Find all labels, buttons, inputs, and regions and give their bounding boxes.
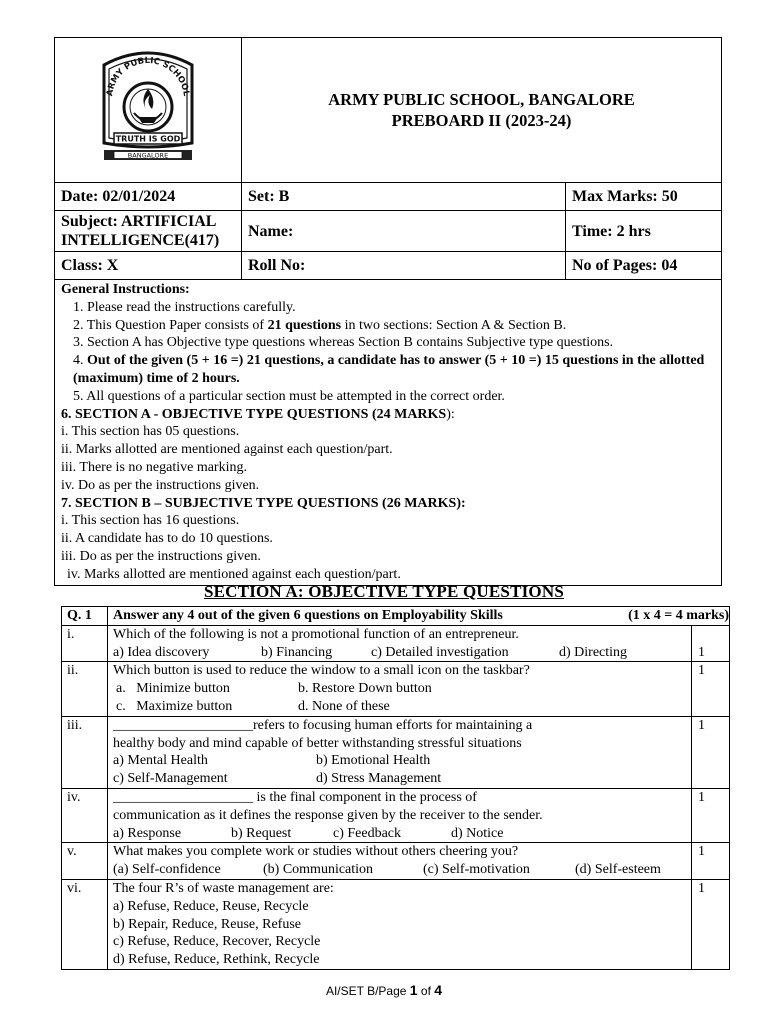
question-text-line-1: ____________________refers to focusing human efforts for maintaining a	[113, 717, 533, 733]
option-d: (d) Self-esteem	[575, 862, 661, 878]
school-title-cell	[242, 38, 722, 183]
page-footer	[0, 982, 768, 998]
school-name: ARMY PUBLIC SCHOOL, BANGALORE	[328, 90, 635, 109]
svg-text:TRUTH IS GOD: TRUTH IS GOD	[115, 134, 181, 143]
question-marks: (1 x 4 = 4 marks)	[628, 608, 730, 623]
option-b: b. Restore Down button	[298, 681, 432, 697]
footer-prefix: AI/SET B/Page	[325, 984, 410, 998]
footer-of: of	[417, 984, 435, 998]
question-body	[108, 843, 692, 880]
question-text: The four R’s of waste management are:	[113, 880, 334, 896]
option-a: a) Response	[113, 825, 182, 841]
question-number: iv.	[62, 788, 108, 842]
section-b-rule-2: ii. A candidate has to do 10 questions.	[61, 531, 273, 547]
option-b: b) Emotional Health	[316, 753, 431, 769]
question-number: Q. 1	[62, 607, 108, 626]
table-row	[62, 716, 730, 788]
instruction-1: 1. Please read the instructions carefully.	[73, 299, 296, 315]
header-table	[54, 37, 722, 586]
subject-line-1: Subject: ARTIFICIAL	[61, 213, 217, 230]
question-text: What makes you complete work or studies without others cheering you?	[113, 844, 519, 860]
options-row-2	[113, 770, 686, 788]
options	[113, 825, 686, 843]
option-c: c) Detailed investigation	[371, 644, 509, 660]
question-header	[108, 607, 730, 626]
option-b: (b) Communication	[263, 862, 374, 878]
option-c: c) Feedback	[333, 825, 402, 841]
option-a: a) Idea discovery	[113, 644, 210, 660]
section-b-rule-4: iv. Marks allotted are mentioned against each question/part.	[67, 566, 401, 582]
options	[113, 644, 686, 662]
question-text-line-2: communication as it defines the response given by the receiver to the sender.	[113, 807, 543, 823]
set-cell: Set: B	[242, 183, 566, 211]
table-row	[62, 843, 730, 880]
option-d: d) Notice	[451, 825, 504, 841]
question-text-line-2: healthy body and mind capable of better withstanding stressful situations	[113, 735, 522, 751]
option-a: a. Minimize button	[116, 681, 230, 697]
option-d: d) Directing	[559, 644, 628, 660]
marks: 1	[692, 879, 730, 969]
section-b-rule-1: i. This section has 16 questions.	[61, 513, 240, 529]
logo-cell	[55, 38, 242, 183]
roll-no-cell: Roll No:	[242, 252, 566, 280]
date-cell: Date: 02/01/2024	[55, 183, 242, 211]
options-row-2	[113, 698, 686, 716]
options-row-1	[113, 680, 686, 698]
class-cell: Class: X	[55, 252, 242, 280]
table-row	[62, 788, 730, 842]
marks: 1	[692, 788, 730, 842]
pages-cell: No of Pages: 04	[566, 252, 722, 280]
table-row	[62, 662, 730, 716]
option-c: (c) Self-motivation	[423, 862, 530, 878]
question-instruction: Answer any 4 out of the given 6 questions on Employability Skills	[113, 608, 503, 623]
question-number: i.	[62, 625, 108, 662]
option-d: d) Stress Management	[316, 771, 442, 787]
option-c: c) Self-Management	[113, 771, 228, 787]
time-cell: Time: 2 hrs	[566, 211, 722, 252]
school-crest-logo	[96, 47, 200, 169]
footer-page-number: 1	[409, 982, 418, 998]
table-row	[62, 607, 730, 626]
question-number: iii.	[62, 716, 108, 788]
table-row	[62, 625, 730, 662]
instruction-2: 2. This Question Paper consists of 21 questions in two sections: Section A & Section B.	[73, 317, 567, 333]
marks: 1	[692, 625, 730, 662]
instructions-title: General Instructions:	[61, 282, 190, 297]
option-b: b) Request	[231, 825, 292, 841]
instruction-6: 6. SECTION A - OBJECTIVE TYPE QUESTIONS (24 MARKS):	[61, 406, 455, 422]
options	[113, 861, 686, 879]
option-a: a) Refuse, Reduce, Reuse, Recycle	[113, 898, 309, 914]
question-body	[108, 625, 692, 662]
max-marks-cell: Max Marks: 50	[566, 183, 722, 211]
subject-line-2: INTELLIGENCE(417)	[61, 232, 220, 249]
option-c: c) Refuse, Reduce, Recover, Recycle	[113, 934, 321, 950]
options-row-1	[113, 752, 686, 770]
instruction-3: 3. Section A has Objective type questions whereas Section B contains Subjective type questions.	[73, 335, 614, 351]
option-a: (a) Self-confidence	[113, 862, 221, 878]
option-b: b) Repair, Reduce, Reuse, Refuse	[113, 916, 301, 932]
instruction-5: 5. All questions of a particular section must be attempted in the correct order.	[73, 388, 505, 404]
question-text: Which button is used to reduce the window to a small icon on the taskbar?	[113, 663, 530, 679]
svg-text:ARMY PUBLIC SCHOOL: ARMY PUBLIC SCHOOL	[105, 55, 191, 97]
section-a-rule-2: ii. Marks allotted are mentioned against each question/part.	[61, 442, 393, 458]
question-number: v.	[62, 843, 108, 880]
question-body	[108, 716, 692, 788]
section-a-rule-4: iv. Do as per the instructions given.	[61, 477, 260, 493]
exam-name: PREBOARD II (2023-24)	[391, 111, 572, 130]
section-a-title: SECTION A: OBJECTIVE TYPE QUESTIONS	[203, 582, 564, 601]
question-number: ii.	[62, 662, 108, 716]
instruction-4: 4. Out of the given (5 + 16 =) 21 questions, a candidate has to answer (5 + 10 =) 15 questions in the allotted (maximum) time of 2 hours.	[73, 353, 705, 386]
footer-total-pages: 4	[434, 982, 443, 998]
section-b-rule-3: iii. Do as per the instructions given.	[61, 548, 261, 564]
option-d: d) Refuse, Reduce, Rethink, Recycle	[113, 952, 320, 968]
option-d: d. None of these	[298, 698, 390, 714]
question-body	[108, 662, 692, 716]
question-text-line-1: ____________________ is the final component in the process of	[113, 789, 477, 805]
marks: 1	[692, 662, 730, 716]
svg-text:BANGALORE: BANGALORE	[127, 150, 169, 159]
subject-cell	[55, 211, 242, 252]
instruction-7: 7. SECTION B – SUBJECTIVE TYPE QUESTIONS (26 MARKS):	[61, 495, 466, 511]
option-c: c. Maximize button	[116, 698, 233, 714]
option-a: a) Mental Health	[113, 753, 208, 769]
marks: 1	[692, 843, 730, 880]
name-cell: Name:	[242, 211, 566, 252]
question-number: vi.	[62, 879, 108, 969]
option-b: b) Financing	[261, 644, 333, 660]
section-a-rule-1: i. This section has 05 questions.	[61, 424, 240, 440]
question-body	[108, 879, 692, 969]
questions-table	[61, 606, 730, 970]
marks: 1	[692, 716, 730, 788]
question-body	[108, 788, 692, 842]
question-text: Which of the following is not a promotional function of an entrepreneur.	[113, 626, 519, 642]
section-a-rule-3: iii. There is no negative marking.	[61, 459, 247, 475]
general-instructions	[55, 280, 722, 586]
table-row	[62, 879, 730, 969]
